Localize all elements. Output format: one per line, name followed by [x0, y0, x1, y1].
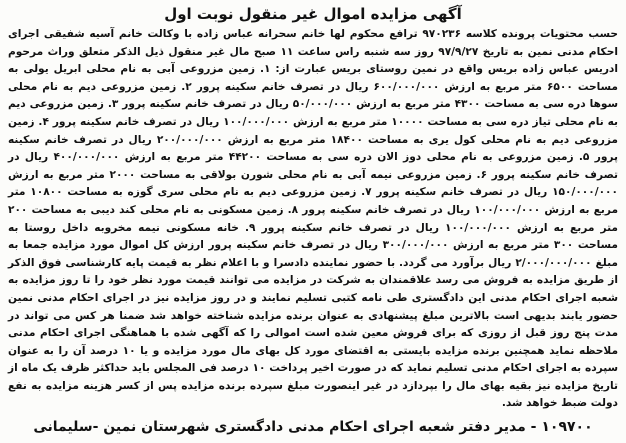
notice-title: آگهی مزایده اموال غیر منقول نوبت اول	[164, 5, 462, 23]
notice-body: حسب محتویات پرونده کلاسه ۹۷۰۲۳۶ ترافع محکوم لها خانم سحرانه عباس زاده با وکالت خانم آسیه شفیقی اجرای احکام مدنی نمین به تاریخ ۹۷/۹/۲۷ روز سه شنبه راس ساعت ۱۱ صبح مال غیر منقول ذیل الذکر متعلق وراث مرحوم ادریس عباس زاده بریس واقع در نمین روستای بریس عبارت از: ۱. زمین مزروعی آبی به نام محلی ابریل یولی به مساحت ۶۵۰۰ متر مربع به ارزش ۶۰۰/۰۰۰/۰۰۰ ریال در تصرف خانم سکینه پرور ۲. زمین مزروعی دیم به نام محلی سوها دره سی به مساحت ۴۳۰۰ متر مربع به ارزش ۵۰/۰۰۰/۰۰۰ ریال در تصرف خانم سکینه پرور ۳. زمین مزروعی دیم به نام محلی تیاز دره سی به مساحت ۱۰۰۰۰ متر مربع به ارزش ۱۰۰/۰۰۰/۰۰۰ ریال در تصرف خانم سکینه پرور ۴. زمین مزروعی دیم به نام محلی کول یری به مساحت ۱۸۴۰۰ متر مربع به ارزش ۲۰۰/۰۰۰/۰۰۰ ریال در تصرف خانم سکینه پرور ۵. زمین مزروعی به نام محلی دوز الان دره سی به مساحت ۴۴۲۰۰ متر مربع به ارزش ۴۰۰/۰۰۰/۰۰۰ ریال در تصرف خانم سکینه پرور ۶. زمین مزروعی نیمه آبی به نام محلی شورن بولاقی به مساحت ۲۰۰۰ متر مربع به ارزش ۱۵۰/۰۰۰/۰۰۰ ریال در تصرف خانم سکینه پرور ۷. زمین مزروعی دیم به نام محلی سری گوزه به مساحت ۱۰۸۰۰ متر مربع به ارزش ۱۰۰/۰۰۰/۰۰۰ ریال در تصرف خانم سکینه پرور ۸. زمین مسکونی به نام محلی کند دیبی به مساحت ۲۰۰ متر مربع به ارزش ۱۰۰/۰۰۰/۰۰۰ ریال در تصرف خانم سکینه پرور ۹. خانه مسکونی نیمه مخروبه داخل روستا به مساحت ۳۰۰ متر مربع به ارزش ۳۰۰/۰۰۰/۰۰۰ ریال در تصرف خانم سکینه پرور ارزش کل اموال مورد مزایده جمعا به مبلغ ۲/۰۰۰/۰۰۰/۰۰۰ ریال برآورد می گردد. با حضور نماینده دادسرا و با اعلام نظر به قیمت پایه کارشناسی فوق الذکر از طریق مزایده به فروش می رسد علاقمندان به شرکت در مزایده می توانند قیمت مورد نظر خود را تا روز مزایده به شعبه اجرای احکام مدنی این دادگستری طی نامه کتبی تسلیم نمایند و در روز مزایده نیز در اجرای احکام مدنی نمین حضور یابند بدیهی است بالاترین مبلغ پیشنهادی به عنوان برنده مزایده شناخته خواهد شد ضمنا هر کس می تواند در مدت پنج روز قبل از روزی که برای فروش معین شده است اموالی را که آگهی شده با هماهنگی اجرای احکام مدنی ملاحظه نماید همچنین برنده مزایده بایستی به اقتضای مورد کل بهای مال مورد مزایده و یا ۱۰ درصد آن را به عنوان سپرده به اجرای احکام مدنی تسلیم نماید که در صورت اخیر پرداخت ۱۰ درصد فی المجلس باید حداکثر ظرف یک ماه از تاریخ مزایده نیز بقیه بهای مال را بپردازد در غیر اینصورت مبلغ سپرده برنده مزایده پس از کسر هزینه مزایده به نفع دولت ضبط خواهد شد.	[8, 28, 619, 410]
notice-signature: ۱۰۹۷۰۰ - مدیر دفتر شعبه اجرای احکام مدنی دادگستری شهرستان نمین -سلیمانی	[33, 419, 593, 436]
